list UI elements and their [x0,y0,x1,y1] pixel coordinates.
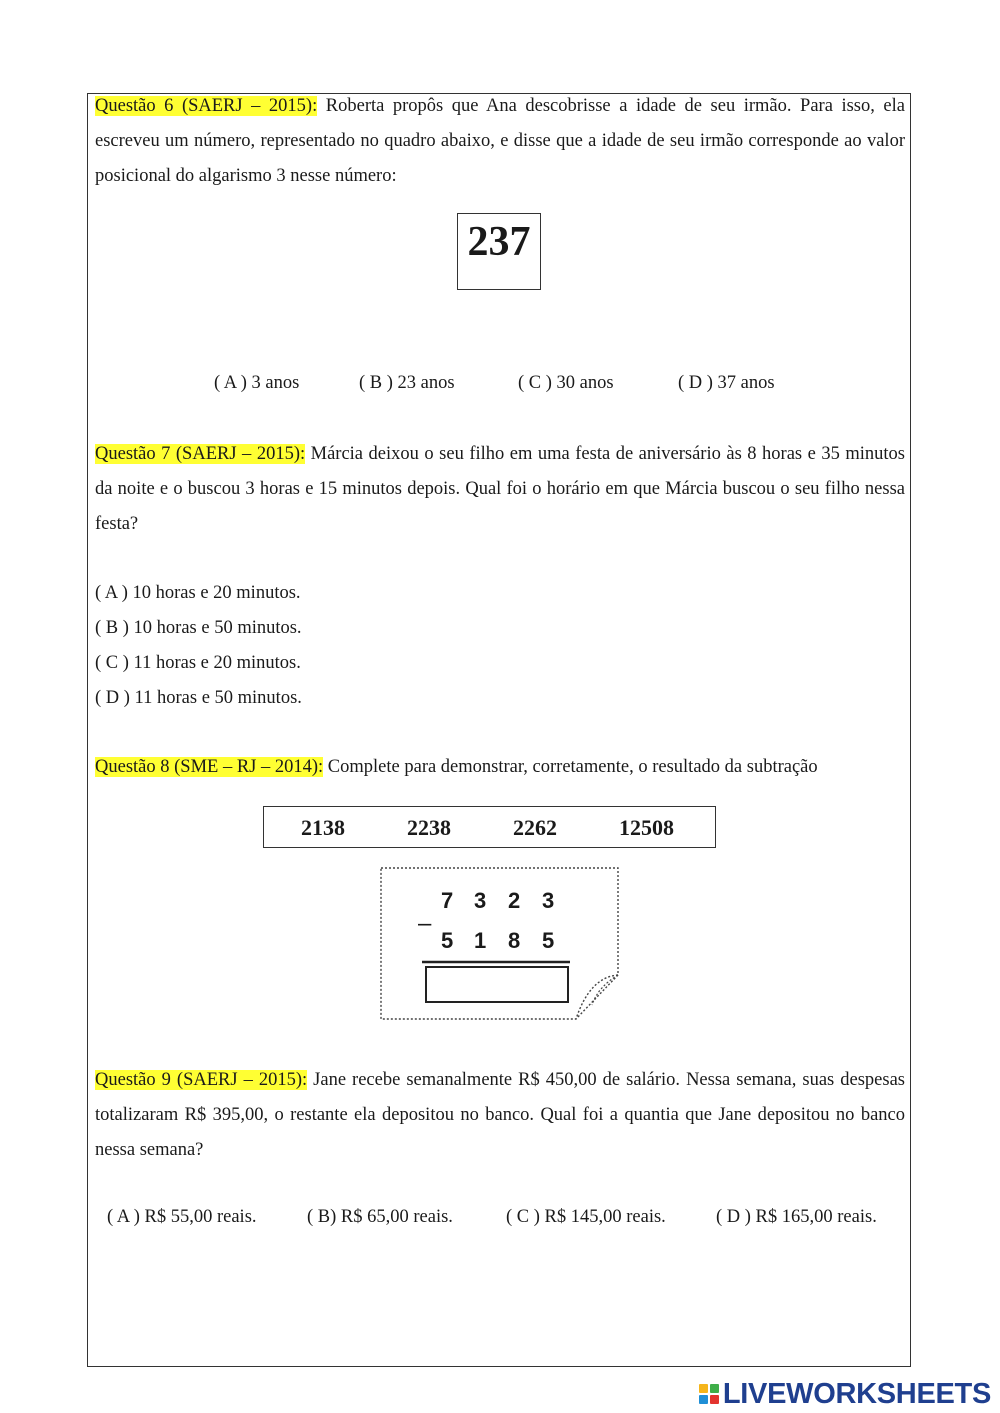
q7-option-c[interactable]: ( C ) 11 horas e 20 minutos. [95,653,301,673]
minuend-digit: 2 [508,888,521,913]
q9-option-d[interactable]: ( D ) R$ 165,00 reais. [716,1207,877,1227]
q6-option-b[interactable]: ( B ) 23 anos [359,373,455,393]
q9-option-c[interactable]: ( C ) R$ 145,00 reais. [506,1207,666,1227]
q7-option-d[interactable]: ( D ) 11 horas e 50 minutos. [95,688,302,708]
q9-option-b[interactable]: ( B) R$ 65,00 reais. [307,1207,453,1227]
logo-grid-icon [699,1384,719,1404]
logo-square [710,1395,719,1404]
question-9-label: Questão 9 (SAERJ – 2015): [95,1070,308,1090]
question-9-text: Jane recebe semanalmente R$ 450,00 de salário. Nessa semana, suas despesas totalizaram R$ 395,00, o restante ela depositou no banco. Qual foi a quantia que Jane depositou no banco nessa semana? [95,1070,905,1160]
logo-square [699,1384,708,1393]
minuend-digit: 3 [542,888,555,913]
choice-chip[interactable]: 2262 [513,815,557,840]
question-8-text: Complete para demonstrar, corretamente, o resultado da subtração [323,757,818,777]
question-6-text: Roberta propôs que Ana descobrisse a idade de seu irmão. Para isso, ela escreveu um número, representado no quadro abaixo, e disse que a idade de seu irmão corresponde ao valor posicional do algarismo 3 nesse número: [95,96,905,186]
question-7 [95,437,905,542]
q7-option-a[interactable]: ( A ) 10 horas e 20 minutos. [95,583,301,603]
choice-chip[interactable]: 2238 [407,815,451,840]
logo-square [699,1395,708,1404]
subtrahend-digit: 1 [474,928,487,953]
question-6-label: Questão 6 (SAERJ – 2015): [95,96,318,116]
question-7-label: Questão 7 (SAERJ – 2015): [95,444,306,464]
q6-option-d[interactable]: ( D ) 37 anos [678,373,775,393]
q6-option-c[interactable]: ( C ) 30 anos [518,373,614,393]
q7-options [95,576,302,716]
q7-option-b[interactable]: ( B ) 10 horas e 50 minutos. [95,618,302,638]
subtrahend-digit: 8 [508,928,521,953]
brand-name: LIVEWORKSHEETS [722,1377,991,1410]
choice-chip[interactable]: 2138 [301,815,345,840]
q6-option-a[interactable]: ( A ) 3 anos [214,373,300,393]
liveworksheets-logo[interactable] [699,1378,991,1410]
answer-choices-box [263,806,716,848]
number-box [457,213,541,290]
question-8-label: Questão 8 (SME – RJ – 2014): [95,757,324,777]
question-9 [95,1063,905,1168]
q9-option-a[interactable]: ( A ) R$ 55,00 reais. [107,1207,257,1227]
note-paper-outline [378,865,623,1025]
choice-chip[interactable]: 12508 [619,815,674,840]
subtrahend-digit: 5 [441,928,454,953]
logo-square [710,1384,719,1393]
question-8 [95,750,905,785]
minuend-digit: 3 [474,888,487,913]
question-6 [95,89,905,194]
minuend-digit: 7 [441,888,454,913]
subtraction-note [378,865,623,1025]
subtrahend-digit: 5 [542,928,555,953]
minus-sign: – [418,910,432,937]
question-7-text: Márcia deixou o seu filho em uma festa de aniversário às 8 horas e 35 minutos da noite e o buscou 3 horas e 15 minutos depois. Qual foi o horário em que Márcia buscou o seu filho nessa festa? [95,444,905,534]
answer-drop-box[interactable] [428,969,566,1000]
number-value: 237 [467,219,531,265]
